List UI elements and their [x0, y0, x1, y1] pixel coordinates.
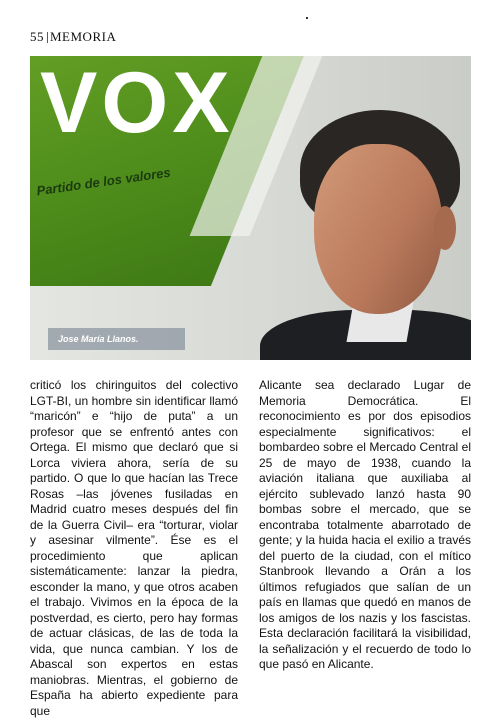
section-title: MEMORIA: [50, 29, 117, 44]
header-separator: [47, 32, 48, 43]
article-column-left: [30, 378, 238, 719]
article-column-right: [259, 378, 471, 673]
party-logo: VOX: [40, 56, 234, 151]
article-text-right: Alicante sea declarado Lugar de Memoria Democrática. El reconocimiento es por dos episodios especialmente significativos: el bombardeo sobre el Mercado Central el 25 de mayo de 1938, cuando la aviación italiana que auxiliaba al ejército sublevado lanzó hasta 90 bombas sobre el mercado, que se encontraba totalmente abarrotado de gente; y la huida hacia el exilio a través del puerto de la ciudad, con el mítico Stanbrook llevando a Orán a los últimos refugiados que salían de un país en llamas que quedó en manos de los amigos de los nazis y los fascistas. Esta declaración facilitará la visibilidad, la señalización y el recuerdo de todo lo que pasó en Alicante.: [259, 378, 471, 671]
portrait-figure: [260, 96, 471, 360]
page-number: 55: [30, 29, 44, 44]
article-photo: [30, 56, 471, 360]
portrait-ear: [434, 206, 456, 250]
portrait-face: [314, 144, 442, 314]
decorative-dot: [306, 17, 308, 19]
photo-caption: Jose María Llanos.: [48, 328, 185, 350]
page-header: [30, 29, 116, 45]
article-text-left: criticó los chiringuitos del colectivo LGT-BI, un hombre sin identificar llamó “maricón” e “hijo de puta” a un profesor que se enfrentó antes con Ortega. El mismo que declaró que si Lorca viviera ahora, sería de su partido. O que lo que hacían las Trece Rosas –las jóvenes fusiladas en Madrid cuatro meses después del fin de la Guerra Civil– era “torturar, violar y asesinar vilmente”. Ése es el procedimiento que aplican sistemáticamente: lanzar la piedra, esconder la mano, y que otros acaben el trabajo. Vivimos en la época de la postverdad, es cierto, pero hay formas de actuar clásicas, de las de toda la vida, que nunca cambian. Y los de Abascal son expertos en estas maniobras. Mientras, el gobierno de España ha abierto expediente para que: [30, 378, 238, 718]
party-slogan: Partido de los valores: [35, 164, 172, 199]
